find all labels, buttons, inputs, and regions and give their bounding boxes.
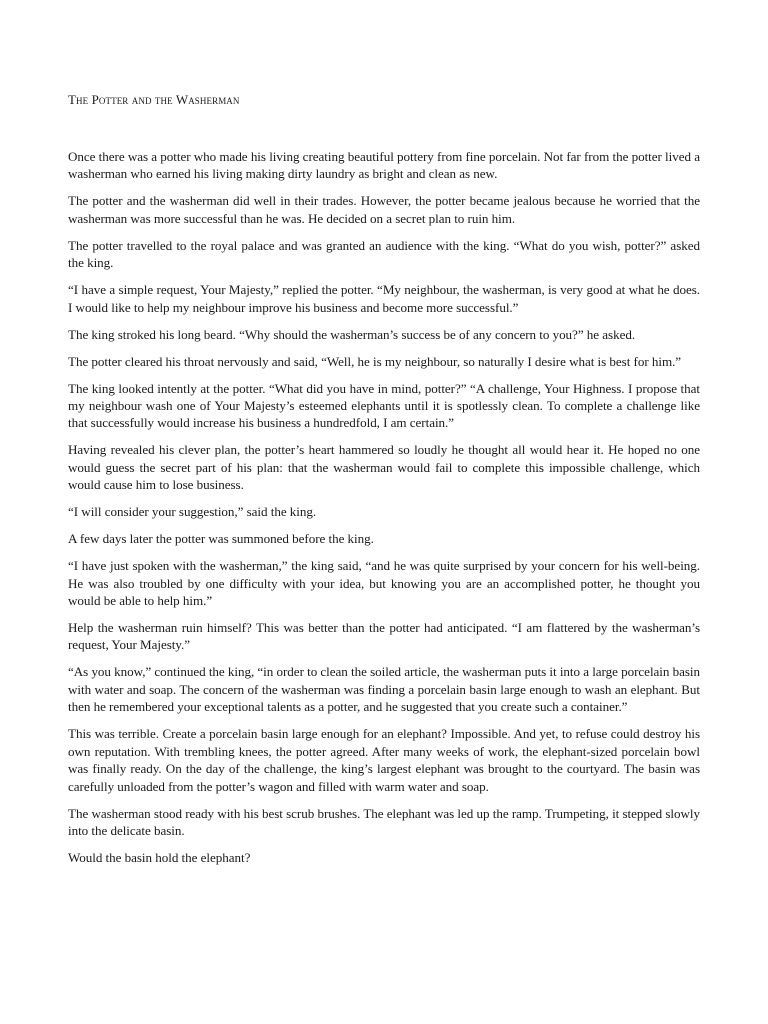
- paragraph-8: Having revealed his clever plan, the potter’s heart hammered so loudly he thought all would hear it. He hoped no one would guess the secret part of his plan: that the washerman would fail to complete this impossible challenge, which would cause him to lose business.: [68, 442, 700, 493]
- paragraph-3: The potter travelled to the royal palace and was granted an audience with the king. “What do you wish, potter?” asked the king.: [68, 237, 700, 271]
- paragraph-1: Once there was a potter who made his living creating beautiful pottery from fine porcelain. Not far from the potter lived a washerman who earned his living making dirty laundry as bright and clean as new.: [68, 149, 700, 182]
- paragraph-2: The potter and the washerman did well in their trades. However, the potter became jealous because he worried that the washerman was more successful than he was. He decided on a secret plan to ruin him.: [68, 193, 700, 226]
- paragraph-4: “I have a simple request, Your Majesty,” replied the potter. “My neighbour, the washerman, is very good at what he does. I would like to help my neighbour improve his business and become more successful.”: [68, 282, 700, 315]
- paragraph-5: The king stroked his long beard. “Why should the washerman’s success be of any concern to you?” he asked.: [68, 326, 636, 342]
- paragraph-10: A few days later the potter was summoned before the king.: [68, 531, 374, 547]
- paragraph-11: “I have just spoken with the washerman,” the king said, “and he was quite surprised by your concern for his well-being. He was also troubled by one difficulty with your idea, but knowing you are an accomplished potter, he thought you would be able to help him.”: [68, 558, 700, 609]
- paragraph-15: The washerman stood ready with his best scrub brushes. The elephant was led up the ramp. Trumpeting, it stepped slowly into the delicate basin.: [68, 805, 700, 838]
- paragraph-7: The king looked intently at the potter. “What did you have in mind, potter?” “A challenge, Your Highness. I propose that my neighbour wash one of Your Majesty’s esteemed elephants until it is spotlessly clean. To complete a challenge like that successfully would increase his business a hundredfold, I am certain.”: [68, 380, 700, 431]
- document-body: [68, 148, 700, 866]
- paragraph-9: “I will consider your suggestion,” said the king.: [68, 504, 317, 520]
- document-title: The Potter and the Washerman: [68, 92, 240, 107]
- paragraph-14: This was terrible. Create a porcelain basin large enough for an elephant? Impossible. And yet, to refuse could destroy his own reputation. With trembling knees, the potter agreed. After many weeks of work, the elephant-sized porcelain bowl was finally ready. On the day of the challenge, the king’s largest elephant was brought to the courtyard. The basin was carefully unloaded from the potter’s wagon and filled with warm water and soap.: [68, 726, 700, 794]
- document-page: [68, 90, 700, 876]
- paragraph-12: Help the washerman ruin himself? This was better than the potter had anticipated. “I am flattered by the washerman’s request, Your Majesty.”: [68, 620, 700, 653]
- paragraph-6: The potter cleared his throat nervously and said, “Well, he is my neighbour, so naturally I desire what is best for him.”: [68, 353, 682, 369]
- paragraph-13: “As you know,” continued the king, “in order to clean the soiled article, the washerman puts it into a large porcelain basin with water and soap. The concern of the washerman was finding a porcelain basin large enough to wash an elephant. But then he remembered your exceptional talents as a potter, and he suggested that you create such a container.”: [68, 664, 700, 715]
- paragraph-16: Would the basin hold the elephant?: [68, 849, 251, 865]
